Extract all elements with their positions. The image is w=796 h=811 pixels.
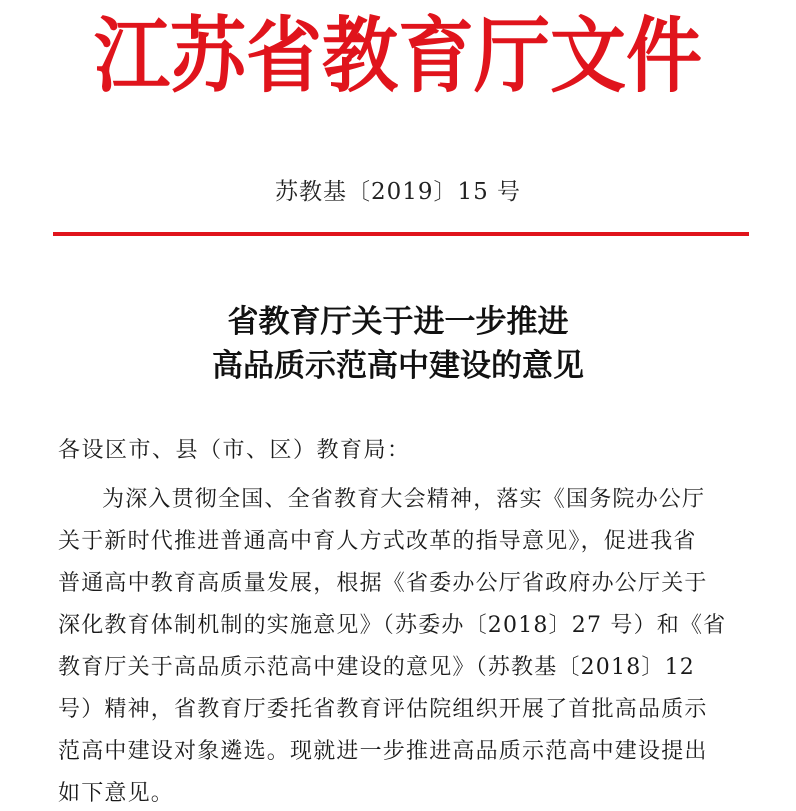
body-line: 为深入贯彻全国、全省教育大会精神，落实《国务院办公厅 bbox=[102, 487, 706, 512]
body-line: 深化教育体制机制的实施意见》（苏委办〔2018〕27 号）和《省 bbox=[58, 613, 727, 638]
red-divider-line bbox=[53, 232, 749, 236]
document-title-line-2: 高品质示范高中建设的意见 bbox=[212, 348, 584, 384]
body-line: 教育厅关于高品质示范高中建设的意见》（苏教基〔2018〕12 bbox=[58, 655, 695, 680]
body-line: 普通高中教育高质量发展，根据《省委办公厅省政府办公厅关于 bbox=[58, 571, 708, 596]
body-line: 如下意见。 bbox=[58, 781, 175, 806]
body-line: 范高中建设对象遴选。现就进一步推进高品质示范高中建设提出 bbox=[58, 739, 708, 764]
document-title bbox=[0, 300, 796, 388]
body-line: 号）精神，省教育厅委托省教育评估院组织开展了首批高品质示 bbox=[58, 697, 708, 722]
salutation: 各设区市、县（市、区）教育局： bbox=[58, 438, 411, 463]
body-paragraph bbox=[58, 479, 758, 811]
body-line: 关于新时代推进普通高中育人方式改革的指导意见》，促进我省 bbox=[58, 529, 697, 554]
document-title-line-1: 省教育厅关于进一步推进 bbox=[227, 304, 569, 340]
document-header-title: 江苏省教育厅文件 bbox=[94, 7, 702, 104]
document-number: 苏教基〔2019〕15 号 bbox=[274, 179, 522, 205]
